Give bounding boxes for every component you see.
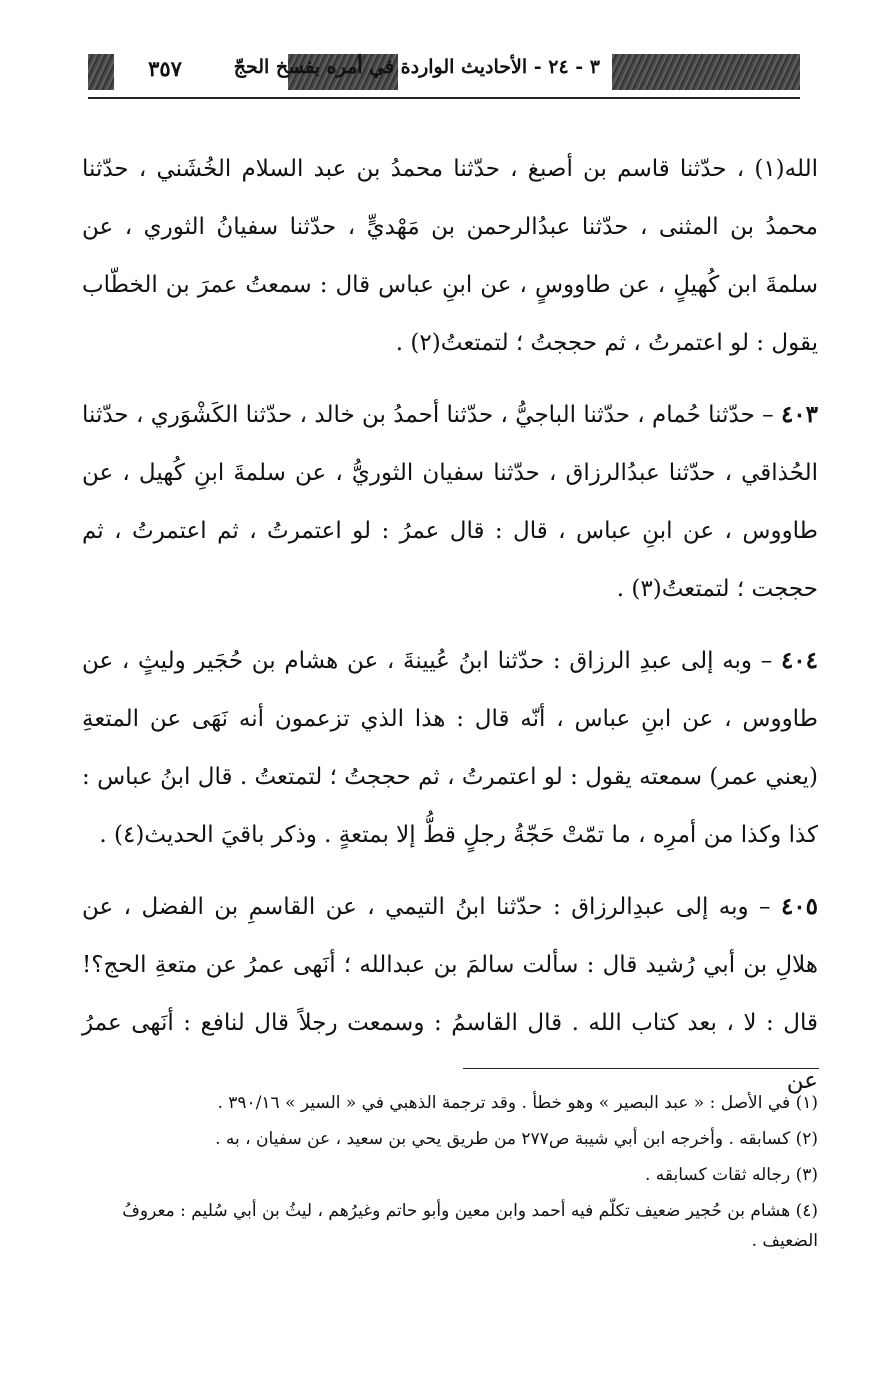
hadith-number: ٤٠٤: [780, 647, 818, 674]
running-header: [88, 48, 800, 96]
footnote-separator: [463, 1068, 819, 1069]
header-ornament-right: [612, 54, 800, 90]
page-number: ٣٥٧: [148, 56, 182, 81]
header-rule: [88, 97, 800, 99]
footnote: (٢) كسابقه . وأخرجه ابن أبي شيبة ص٢٧٧ من طريق يحي بن سعيد ، عن سفيان ، به .: [215, 1129, 818, 1149]
paragraph-text: – حدّثنا حُمام ، حدّثنا الباجيُّ ، حدّثنا أحمدُ بن خالد ، حدّثنا الكَشْوَري ، حدّثنا الحُذاقي ، حدّثنا عبدُالرزاق ، حدّثنا سفيان الثوريُّ ، عن سلمةَ ابنِ كُهيل ، عن طاووس ، عن ابنِ عباس ، قال : قال عمرُ : لو اعتمرتُ ، ثم اعتمرتُ ، ثم حججت ؛ لتمتعتُ(٣) .: [82, 402, 818, 602]
footnote: (٣) رجاله ثقات كسابقه .: [644, 1165, 818, 1185]
chapter-title: ٣ - ٢٤ - الأحاديث الواردة في أمره بفسخ الحجّ: [233, 56, 600, 78]
main-text: [82, 140, 818, 1124]
footnotes: [78, 1088, 818, 1262]
hadith-number: ٤٠٣: [780, 401, 818, 428]
paragraph: [82, 632, 818, 864]
footnote: (١) في الأصل : « عبد البصير » وهو خطأ . وقد ترجمة الذهبي في « السير » ٣٩٠/١٦ .: [217, 1093, 818, 1113]
header-ornament-left: [88, 54, 114, 90]
paragraph-text: – وبه إلى عبدِالرزاق : حدّثنا ابنُ التيمي ، عن القاسمِ بن الفضل ، عن هلالِ بن أبي رُشيد قال : سألت سالمَ بن عبدالله ؛ أنَهى عمرُ عن متعةِ الحج؟! قال : لا ، بعد كتاب الله . قال القاسمُ : وسمعت رجلاً قال لنافع : أنَهى عمرُ عن: [82, 894, 818, 1094]
paragraph: [82, 140, 818, 372]
paragraph: [82, 878, 818, 1110]
paragraph-text: – وبه إلى عبدِ الرزاق : حدّثنا ابنُ عُيينةَ ، عن هشام بن حُجَير وليثٍ ، عن طاووس ، عن ابنِ عباس ، أنّه قال : هذا الذي تزعمون أنه نَهَى عن المتعةِ (يعني عمر) سمعته يقول : لو اعتمرتُ ، ثم حججتُ ؛ لتمتعتُ . قال ابنُ عباس : كذا وكذا من أمرِه ، ما تمّتْ حَجّةُ رجلٍ قطُّ إلا بمتعةٍ . وذكر باقيَ الحديث(٤) .: [82, 648, 818, 848]
hadith-number: ٤٠٥: [780, 893, 818, 920]
paragraph-text: الله(١) ، حدّثنا قاسم بن أصبغ ، حدّثنا محمدُ بن عبد السلام الخُشَني ، حدّثنا محمدُ بن المثنى ، حدّثنا عبدُالرحمن بن مَهْديٍّ ، حدّثنا سفيانُ الثوري ، عن سلمةَ ابن كُهيلٍ ، عن طاووسٍ ، عن ابنِ عباس قال : سمعتُ عمرَ بن الخطّاب يقول : لو اعتمرتُ ، ثم حججتُ ؛ لتمتعتُ(٢) .: [82, 156, 818, 356]
footnote: (٤) هشام بن حُجير ضعيف تكلّم فيه أحمد وابن معين وأبو حاتم وغيرُهم ، ليثُ بن أبي سُليم : معروفُ الضعيف .: [122, 1201, 818, 1251]
paragraph: [82, 386, 818, 618]
